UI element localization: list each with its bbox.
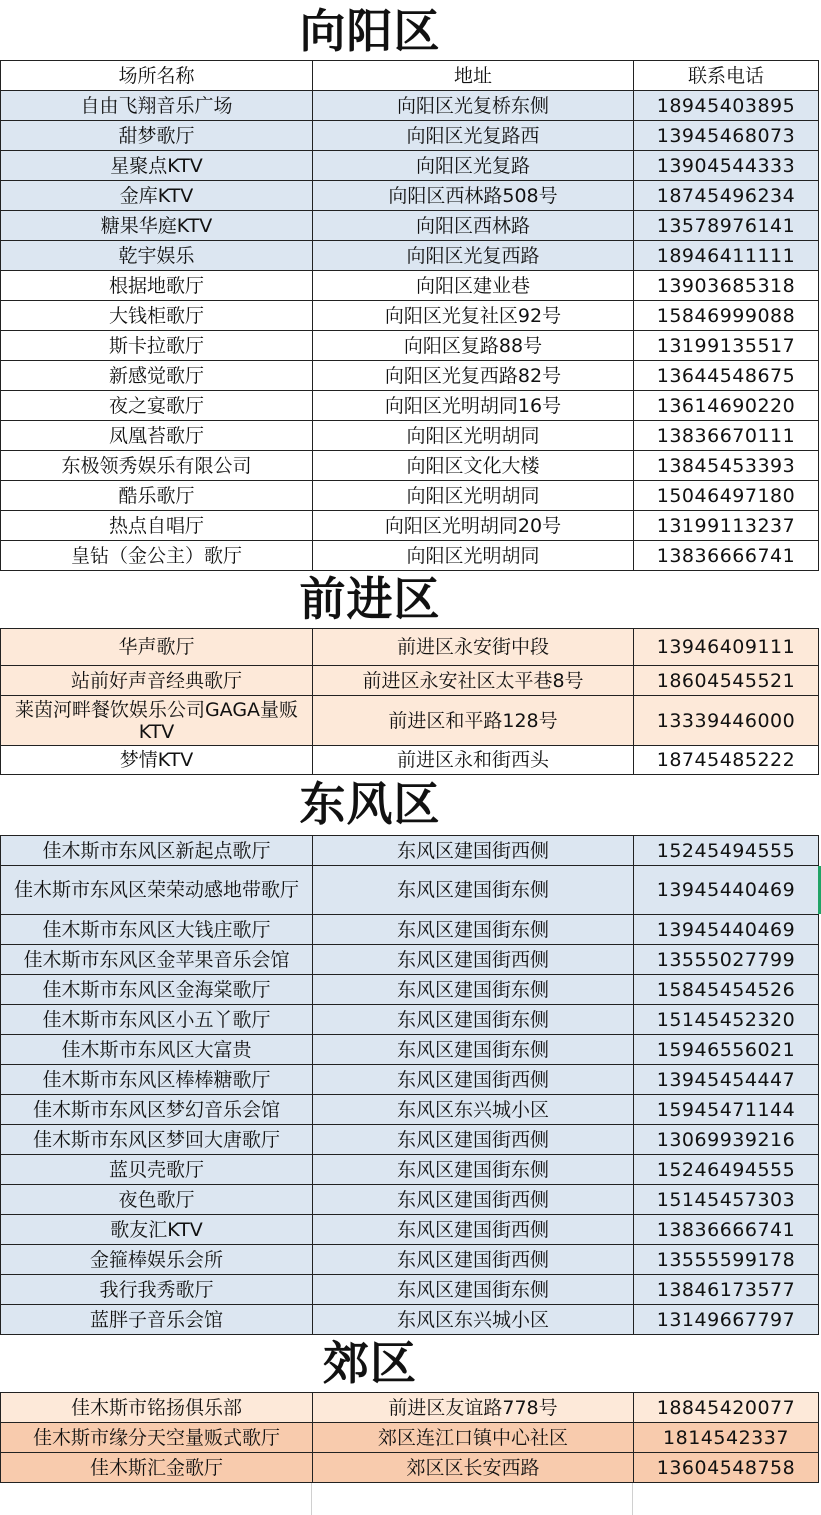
address-cell: 向阳区光复路西 xyxy=(313,121,634,151)
table-qianjin xyxy=(0,628,819,775)
phone-cell: 1814542337 xyxy=(634,1423,819,1453)
venue-name-cell: 佳木斯市东风区梦回大唐歌厅 xyxy=(1,1125,313,1155)
phone-cell: 13946409111 xyxy=(634,629,819,666)
address-cell: 向阳区西林路 xyxy=(313,211,634,241)
venue-name-cell: 佳木斯市东风区金苹果音乐会馆 xyxy=(1,945,313,975)
section-title-jiaoqu: 郊区 xyxy=(323,1336,417,1390)
address-cell: 向阳区文化大楼 xyxy=(313,451,634,481)
table-row xyxy=(1,666,819,696)
phone-cell: 13555027799 xyxy=(634,945,819,975)
table-row xyxy=(1,541,819,571)
table-row xyxy=(1,91,819,121)
table-row xyxy=(1,421,819,451)
venue-name-cell: 佳木斯市东风区新起点歌厅 xyxy=(1,836,313,866)
table-row xyxy=(1,121,819,151)
phone-cell: 15846999088 xyxy=(634,301,819,331)
table-row xyxy=(1,975,819,1005)
venue-name-cell: 糖果华庭KTV xyxy=(1,211,313,241)
address-cell: 东风区建国街西侧 xyxy=(313,945,634,975)
table-row xyxy=(1,1035,819,1065)
address-cell: 东风区建国街东侧 xyxy=(313,975,634,1005)
phone-cell: 15145457303 xyxy=(634,1185,819,1215)
table-dongfeng xyxy=(0,835,819,1335)
phone-cell: 13945440469 xyxy=(634,915,819,945)
phone-cell: 18945403895 xyxy=(634,91,819,121)
address-cell: 东风区建国街西侧 xyxy=(313,1125,634,1155)
venue-name-cell: 皇钻（金公主）歌厅 xyxy=(1,541,313,571)
table-row xyxy=(1,211,819,241)
table-row xyxy=(1,391,819,421)
phone-cell: 15945471144 xyxy=(634,1095,819,1125)
phone-cell: 13836666741 xyxy=(634,1215,819,1245)
section-title-qianjin: 前进区 xyxy=(299,572,441,626)
address-cell: 向阳区光复社区92号 xyxy=(313,301,634,331)
table-row xyxy=(1,151,819,181)
table-row xyxy=(1,331,819,361)
table-row xyxy=(1,866,819,915)
address-cell: 向阳区光明胡同 xyxy=(313,421,634,451)
venue-name-cell: 大钱柜歌厅 xyxy=(1,301,313,331)
address-cell: 东风区建国街东侧 xyxy=(313,1005,634,1035)
phone-cell: 13604548758 xyxy=(634,1453,819,1483)
venue-name-cell: 佳木斯市东风区大富贵 xyxy=(1,1035,313,1065)
address-cell: 东风区建国街西侧 xyxy=(313,1185,634,1215)
address-cell: 向阳区复路88号 xyxy=(313,331,634,361)
address-cell: 东风区建国街东侧 xyxy=(313,1275,634,1305)
address-cell: 东风区建国街西侧 xyxy=(313,836,634,866)
venue-name-cell: 蓝胖子音乐会馆 xyxy=(1,1305,313,1335)
table-row xyxy=(1,301,819,331)
venue-name-cell: 自由飞翔音乐广场 xyxy=(1,91,313,121)
phone-cell: 13069939216 xyxy=(634,1125,819,1155)
phone-cell: 13339446000 xyxy=(634,696,819,746)
section-title-dongfeng: 东风区 xyxy=(299,777,441,831)
venue-name-cell: 甜梦歌厅 xyxy=(1,121,313,151)
phone-cell: 13555599178 xyxy=(634,1245,819,1275)
phone-cell: 15046497180 xyxy=(634,481,819,511)
venue-name-cell: 佳木斯市缘分天空量贩式歌厅 xyxy=(1,1423,313,1453)
table-row xyxy=(1,1095,819,1125)
phone-cell: 18745485222 xyxy=(634,746,819,775)
table-row xyxy=(1,746,819,775)
grid-line xyxy=(311,1483,312,1515)
header-venue-name: 场所名称 xyxy=(1,61,313,91)
table-row xyxy=(1,836,819,866)
address-cell: 郊区区长安西路 xyxy=(313,1453,634,1483)
phone-cell: 15946556021 xyxy=(634,1035,819,1065)
phone-cell: 13199135517 xyxy=(634,331,819,361)
table-row xyxy=(1,511,819,541)
table-row xyxy=(1,451,819,481)
table-header-row xyxy=(1,61,819,91)
phone-cell: 18745496234 xyxy=(634,181,819,211)
venue-name-cell: 佳木斯市东风区小五丫歌厅 xyxy=(1,1005,313,1035)
address-cell: 东风区建国街西侧 xyxy=(313,1215,634,1245)
address-cell: 东风区建国街西侧 xyxy=(313,1065,634,1095)
phone-cell: 13945468073 xyxy=(634,121,819,151)
venue-name-cell: 站前好声音经典歌厅 xyxy=(1,666,313,696)
address-cell: 东风区东兴城小区 xyxy=(313,1305,634,1335)
venue-name-cell: 东极领秀娱乐有限公司 xyxy=(1,451,313,481)
table-row xyxy=(1,271,819,301)
address-cell: 向阳区建业巷 xyxy=(313,271,634,301)
header-address: 地址 xyxy=(313,61,634,91)
venue-name-cell: 星聚点KTV xyxy=(1,151,313,181)
address-cell: 东风区建国街西侧 xyxy=(313,1245,634,1275)
phone-cell: 18845420077 xyxy=(634,1393,819,1423)
address-cell: 向阳区光明胡同 xyxy=(313,481,634,511)
phone-cell: 15245494555 xyxy=(634,836,819,866)
venue-name-cell: 金箍棒娱乐会所 xyxy=(1,1245,313,1275)
venue-name-cell: 佳木斯市东风区荣荣动感地带歌厅 xyxy=(1,866,313,915)
venue-name-cell: 凤凰苔歌厅 xyxy=(1,421,313,451)
table-row xyxy=(1,1125,819,1155)
address-cell: 东风区东兴城小区 xyxy=(313,1095,634,1125)
venue-name-cell: 酷乐歌厅 xyxy=(1,481,313,511)
address-cell: 前进区永安街中段 xyxy=(313,629,634,666)
venue-name-cell: 根据地歌厅 xyxy=(1,271,313,301)
table-row xyxy=(1,629,819,666)
table-row xyxy=(1,1245,819,1275)
table-row xyxy=(1,915,819,945)
table-row xyxy=(1,1423,819,1453)
address-cell: 前进区和平路128号 xyxy=(313,696,634,746)
venue-name-cell: 歌友汇KTV xyxy=(1,1215,313,1245)
table-row xyxy=(1,1453,819,1483)
phone-cell: 13836666741 xyxy=(634,541,819,571)
venue-name-cell: 我行我秀歌厅 xyxy=(1,1275,313,1305)
phone-cell: 13945454447 xyxy=(634,1065,819,1095)
venue-name-cell: 热点自唱厅 xyxy=(1,511,313,541)
address-cell: 向阳区光复路 xyxy=(313,151,634,181)
address-cell: 郊区连江口镇中心社区 xyxy=(313,1423,634,1453)
phone-cell: 13845453393 xyxy=(634,451,819,481)
table-jiaoqu xyxy=(0,1392,819,1483)
venue-name-cell: 华声歌厅 xyxy=(1,629,313,666)
table-row xyxy=(1,945,819,975)
table-row xyxy=(1,181,819,211)
address-cell: 向阳区光明胡同16号 xyxy=(313,391,634,421)
address-cell: 前进区永安社区太平巷8号 xyxy=(313,666,634,696)
phone-cell: 13199113237 xyxy=(634,511,819,541)
table-row xyxy=(1,1275,819,1305)
table-row xyxy=(1,1393,819,1423)
section-title-xiangyang: 向阳区 xyxy=(299,4,441,58)
venue-name-cell: 佳木斯市东风区棒棒糖歌厅 xyxy=(1,1065,313,1095)
venue-name-cell: 佳木斯市东风区大钱庄歌厅 xyxy=(1,915,313,945)
phone-cell: 13945440469 xyxy=(634,866,819,915)
venue-name-cell: 梦情KTV xyxy=(1,746,313,775)
phone-cell: 13846173577 xyxy=(634,1275,819,1305)
phone-cell: 15145452320 xyxy=(634,1005,819,1035)
phone-cell: 13578976141 xyxy=(634,211,819,241)
phone-cell: 13614690220 xyxy=(634,391,819,421)
venue-name-cell: 佳木斯汇金歌厅 xyxy=(1,1453,313,1483)
address-cell: 向阳区光复桥东侧 xyxy=(313,91,634,121)
address-cell: 东风区建国街东侧 xyxy=(313,1035,634,1065)
address-cell: 向阳区光复西路 xyxy=(313,241,634,271)
venue-name-cell: 佳木斯市东风区金海棠歌厅 xyxy=(1,975,313,1005)
table-row xyxy=(1,1305,819,1335)
table-row xyxy=(1,481,819,511)
table-row xyxy=(1,361,819,391)
venue-name-cell: 夜之宴歌厅 xyxy=(1,391,313,421)
phone-cell: 13904544333 xyxy=(634,151,819,181)
address-cell: 向阳区西林路508号 xyxy=(313,181,634,211)
venue-name-cell: 乾宇娱乐 xyxy=(1,241,313,271)
address-cell: 向阳区光明胡同20号 xyxy=(313,511,634,541)
phone-cell: 13149667797 xyxy=(634,1305,819,1335)
address-cell: 东风区建国街东侧 xyxy=(313,915,634,945)
venue-name-cell: 夜色歌厅 xyxy=(1,1185,313,1215)
venue-name-cell: 斯卡拉歌厅 xyxy=(1,331,313,361)
table-row xyxy=(1,241,819,271)
address-cell: 东风区建国街东侧 xyxy=(313,866,634,915)
table-row xyxy=(1,1215,819,1245)
table-row xyxy=(1,696,819,746)
phone-cell: 15246494555 xyxy=(634,1155,819,1185)
address-cell: 东风区建国街东侧 xyxy=(313,1155,634,1185)
table-row xyxy=(1,1155,819,1185)
address-cell: 前进区友谊路778号 xyxy=(313,1393,634,1423)
phone-cell: 18946411111 xyxy=(634,241,819,271)
venue-name-cell: 莱茵河畔餐饮娱乐公司GAGA量贩KTV xyxy=(1,696,313,746)
phone-cell: 13903685318 xyxy=(634,271,819,301)
table-xiangyang xyxy=(0,60,819,571)
address-cell: 前进区永和街西头 xyxy=(313,746,634,775)
table-row xyxy=(1,1005,819,1035)
table-row xyxy=(1,1185,819,1215)
address-cell: 向阳区光明胡同 xyxy=(313,541,634,571)
phone-cell: 18604545521 xyxy=(634,666,819,696)
header-phone: 联系电话 xyxy=(634,61,819,91)
phone-cell: 13644548675 xyxy=(634,361,819,391)
grid-line xyxy=(632,1483,633,1515)
address-cell: 向阳区光复西路82号 xyxy=(313,361,634,391)
phone-cell: 13836670111 xyxy=(634,421,819,451)
table-row xyxy=(1,1065,819,1095)
venue-name-cell: 金库KTV xyxy=(1,181,313,211)
phone-cell: 15845454526 xyxy=(634,975,819,1005)
venue-name-cell: 新感觉歌厅 xyxy=(1,361,313,391)
venue-name-cell: 佳木斯市东风区梦幻音乐会馆 xyxy=(1,1095,313,1125)
venue-name-cell: 蓝贝壳歌厅 xyxy=(1,1155,313,1185)
venue-name-cell: 佳木斯市铭扬俱乐部 xyxy=(1,1393,313,1423)
